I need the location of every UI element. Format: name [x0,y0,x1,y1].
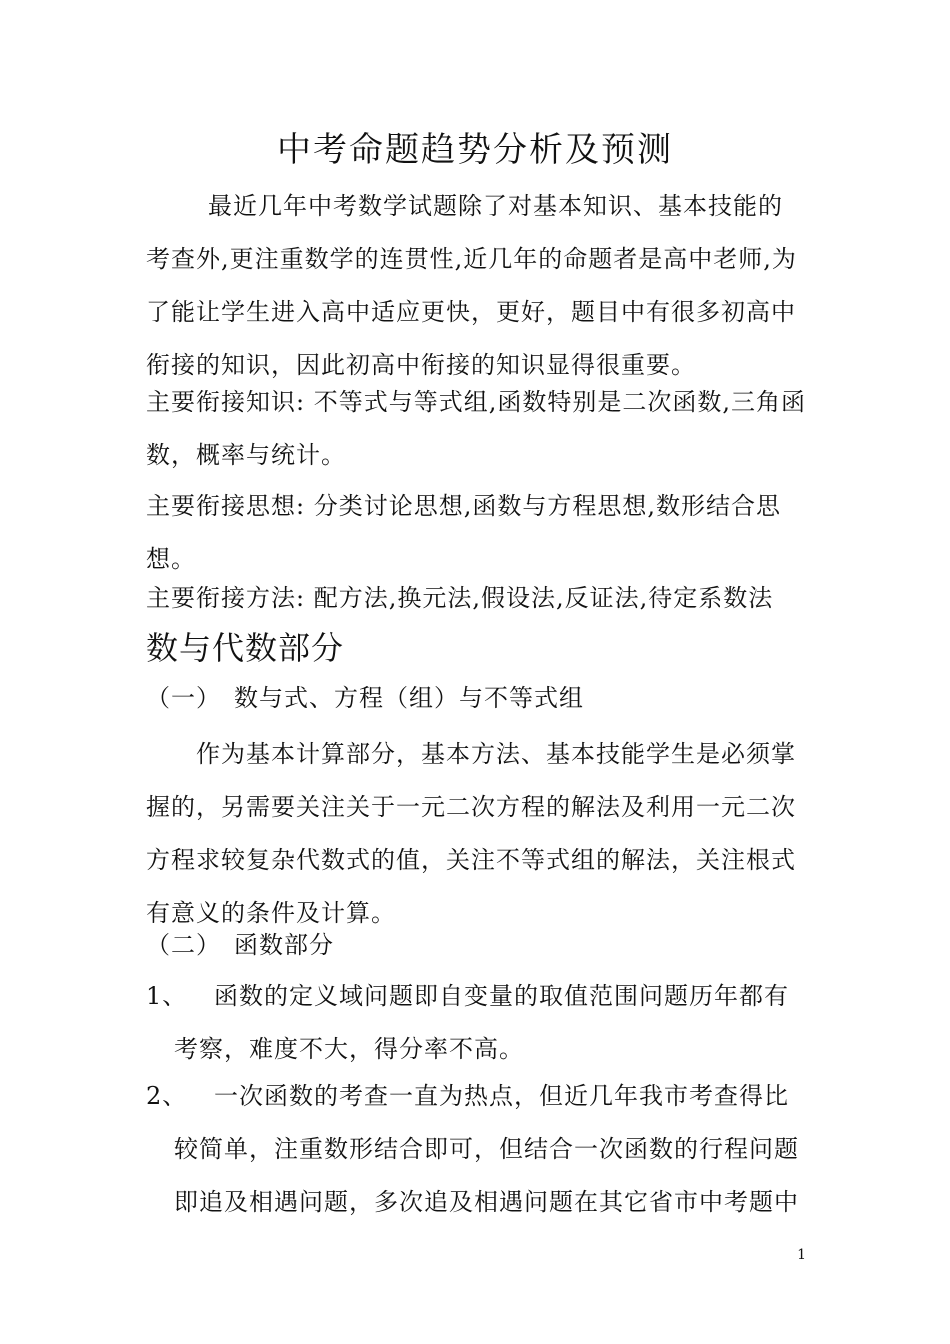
knowledge-paragraph: 主要衔接知识: 不等式与等式组,函数特别是二次函数,三角函数，概率与统计。 [146,388,806,469]
list-item-text: 一次函数的考查一直为热点，但近几年我市考查得比较简单，注重数形结合即可，但结合一次函数的行程问题即追及相遇问题，多次追及相遇问题在其它省市中考题中 [174,1082,799,1216]
page-number: 1 [797,1247,806,1263]
list-item [146,1070,806,1229]
section-heading: 数与代数部分 [146,629,345,667]
list-item-number: 2、 [146,1082,188,1110]
subsection-1-paragraph: 作为基本计算部分，基本方法、基本技能学生是必须掌握的，另需要关注关于一元二次方程的解法及利用一元二次方程求较复杂代数式的值，关注不等式组的解法，关注根式有意义的条件及计算。 [146,740,796,927]
subsection-heading-1: （一） 数与式、方程（组）与不等式组 [146,684,584,712]
list-item-text: 函数的定义域问题即自变量的取值范围问题历年都有考察，难度不大，得分率不高。 [174,982,789,1063]
thinking-paragraph: 主要衔接思想: 分类讨论思想,函数与方程思想,数形结合思想。 [146,492,781,573]
document-title: 中考命题趋势分析及预测 [277,130,673,170]
list-item [146,970,806,1076]
subsection-heading-2: （二） 函数部分 [146,931,334,959]
list-item-number: 1、 [146,982,188,1010]
methods-paragraph: 主要衔接方法: 配方法,换元法,假设法,反证法,待定系数法 [146,584,774,612]
intro-paragraph: 最近几年中考数学试题除了对基本知识、基本技能的考查外,更注重数学的连贯性,近几年的命题者是高中老师,为了能让学生进入高中适应更快，更好，题目中有很多初高中衔接的知识，因此初高中衔接的知识显得很重要。 [146,192,797,379]
